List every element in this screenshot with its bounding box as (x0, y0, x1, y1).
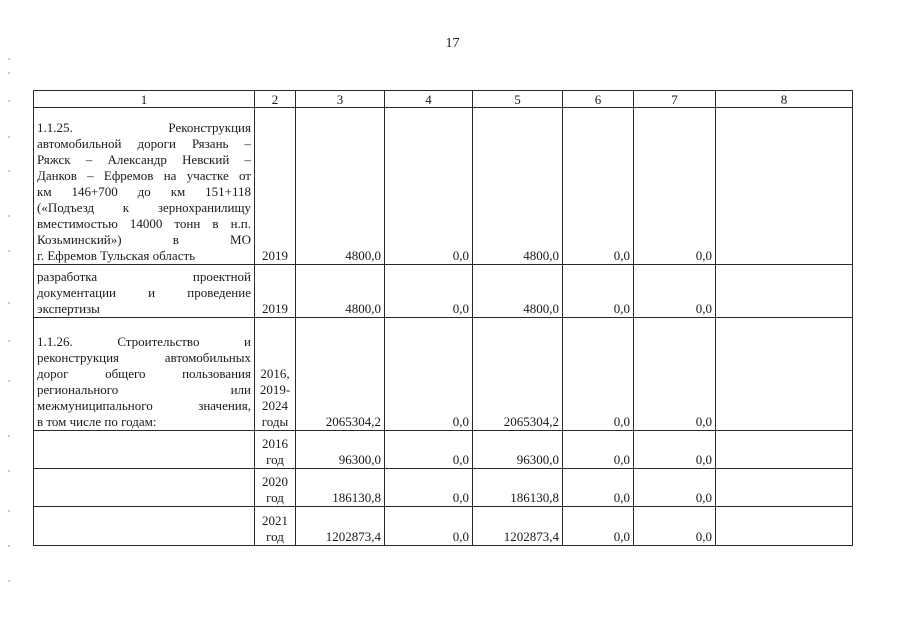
header-cell: 2 (255, 91, 296, 108)
period-line: год (266, 490, 284, 505)
table-row (34, 469, 853, 507)
value-cell-c3: 4800,0 (296, 108, 385, 265)
value-cell-c8 (716, 507, 853, 546)
value-cell-c4: 0,0 (385, 469, 473, 507)
period-line: год (266, 452, 284, 467)
description-line: г. Ефремов Тульская область (37, 248, 196, 263)
description-line: км 146+700 до км 151+118 (37, 184, 251, 199)
row-period (255, 469, 296, 507)
value-cell-c8 (716, 318, 853, 431)
value-cell-c8 (716, 431, 853, 469)
value-cell-c5: 1202873,4 (473, 507, 563, 546)
description-line: реконструкция автомобильных (37, 350, 251, 365)
value-cell-c6: 0,0 (563, 265, 634, 318)
value-cell-c6: 0,0 (563, 318, 634, 431)
header-cell: 7 (634, 91, 716, 108)
row-description (34, 431, 255, 469)
header-cell: 8 (716, 91, 853, 108)
value-cell-c6: 0,0 (563, 431, 634, 469)
value-cell-c5: 96300,0 (473, 431, 563, 469)
value-cell-c7: 0,0 (634, 265, 716, 318)
row-period (255, 265, 296, 318)
description-line: вместимостью 14000 тонн в н.п. (37, 216, 251, 231)
row-period (255, 507, 296, 546)
row-period (255, 431, 296, 469)
scan-margin-dots (8, 40, 12, 600)
value-cell-c5: 2065304,2 (473, 318, 563, 431)
row-description (34, 265, 255, 318)
description-line: документации и проведение (37, 285, 251, 300)
table-row (34, 318, 853, 431)
value-cell-c3: 186130,8 (296, 469, 385, 507)
value-cell-c6: 0,0 (563, 469, 634, 507)
period-line: 2019 (262, 301, 288, 316)
value-cell-c8 (716, 469, 853, 507)
value-cell-c5: 186130,8 (473, 469, 563, 507)
period-line: 2016, (260, 366, 290, 381)
value-cell-c3: 2065304,2 (296, 318, 385, 431)
budget-table (33, 90, 853, 546)
page-number: 17 (445, 36, 460, 51)
value-cell-c7: 0,0 (634, 108, 716, 265)
table-header-row (34, 91, 853, 108)
row-description (34, 469, 255, 507)
value-cell-c7: 0,0 (634, 318, 716, 431)
period-line: 2024 (262, 398, 288, 413)
description-line: в том числе по годам: (37, 414, 157, 429)
row-description (34, 507, 255, 546)
value-cell-c4: 0,0 (385, 431, 473, 469)
period-line: 2019 (262, 248, 288, 263)
description-line: дорог общего пользования (37, 366, 251, 381)
table-row (34, 108, 853, 265)
header-cell: 6 (563, 91, 634, 108)
value-cell-c4: 0,0 (385, 108, 473, 265)
period-line: 2016 (262, 436, 288, 451)
value-cell-c4: 0,0 (385, 265, 473, 318)
header-cell: 3 (296, 91, 385, 108)
description-line: Козьминский») в МО (37, 232, 251, 247)
description-line: межмуниципального значения, (37, 398, 251, 413)
description-line: автомобильной дороги Рязань – (37, 136, 251, 151)
period-line: год (266, 529, 284, 544)
value-cell-c3: 4800,0 (296, 265, 385, 318)
value-cell-c3: 1202873,4 (296, 507, 385, 546)
value-cell-c8 (716, 108, 853, 265)
value-cell-c6: 0,0 (563, 507, 634, 546)
period-line: 2019- (259, 382, 291, 397)
description-line: («Подъезд к зернохранилищу (37, 200, 251, 215)
period-line: годы (261, 414, 289, 429)
value-cell-c3: 96300,0 (296, 431, 385, 469)
row-description (34, 108, 255, 265)
header-cell: 4 (385, 91, 473, 108)
row-period (255, 318, 296, 431)
description-line: разработка проектной (37, 269, 251, 284)
value-cell-c8 (716, 265, 853, 318)
value-cell-c6: 0,0 (563, 108, 634, 265)
row-description (34, 318, 255, 431)
period-line: 2020 (262, 474, 288, 489)
value-cell-c4: 0,0 (385, 318, 473, 431)
period-line: 2021 (262, 513, 288, 528)
row-period (255, 108, 296, 265)
value-cell-c5: 4800,0 (473, 108, 563, 265)
header-cell: 5 (473, 91, 563, 108)
value-cell-c4: 0,0 (385, 507, 473, 546)
value-cell-c7: 0,0 (634, 469, 716, 507)
value-cell-c7: 0,0 (634, 507, 716, 546)
header-cell: 1 (34, 91, 255, 108)
table-row (34, 507, 853, 546)
value-cell-c7: 0,0 (634, 431, 716, 469)
description-line: 1.1.26. Строительство и (37, 334, 251, 349)
description-line: экспертизы (37, 301, 100, 316)
description-line: 1.1.25. Реконструкция (37, 120, 251, 135)
description-line: регионального или (37, 382, 251, 397)
description-line: Данков – Ефремов на участке от (37, 168, 251, 183)
value-cell-c5: 4800,0 (473, 265, 563, 318)
description-line: Ряжск – Александр Невский – (37, 152, 251, 167)
table-row (34, 431, 853, 469)
table-row (34, 265, 853, 318)
